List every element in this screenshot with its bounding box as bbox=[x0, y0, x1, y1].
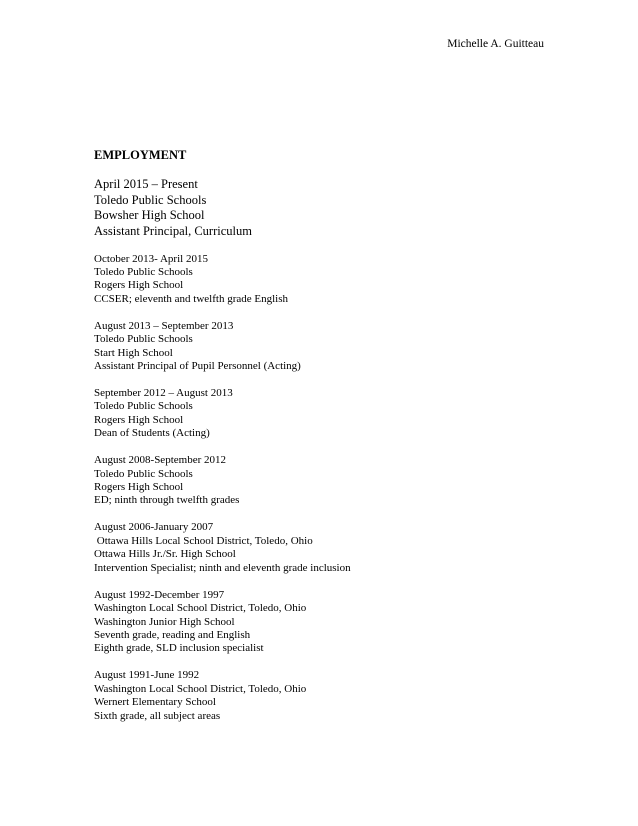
employment-entry bbox=[94, 589, 554, 656]
entry-dates: August 2006-January 2007 bbox=[94, 521, 214, 534]
employment-entry bbox=[94, 320, 554, 374]
entry-district: Toledo Public Schools bbox=[94, 266, 193, 278]
entry-dates: August 2013 – September 2013 bbox=[94, 319, 234, 332]
entry-district: Washington Local School District, Toledo, Ohio bbox=[94, 602, 307, 615]
entry-school: Ottawa Hills Jr./Sr. High School bbox=[94, 548, 236, 561]
entry-district: Toledo Public Schools bbox=[94, 192, 207, 207]
entry-school: Bowsher High School bbox=[94, 208, 205, 222]
entry-school: Rogers High School bbox=[94, 481, 184, 494]
entry-role: Seventh grade, reading and English bbox=[94, 628, 251, 641]
employment-entry bbox=[94, 177, 554, 239]
entry-role: Sixth grade, all subject areas bbox=[94, 709, 221, 722]
entry-dates: September 2012 – August 2013 bbox=[94, 387, 233, 400]
header-name: Michelle A. Guitteau bbox=[447, 38, 544, 50]
entry-role: CCSER; eleventh and twelfth grade English bbox=[94, 292, 288, 305]
entry-dates: April 2015 – Present bbox=[94, 177, 198, 191]
entry-role: Eighth grade, SLD inclusion specialist bbox=[94, 642, 264, 655]
entry-role: Assistant Principal of Pupil Personnel (Acting) bbox=[94, 360, 301, 373]
employment-entry bbox=[94, 521, 554, 575]
employment-entry bbox=[94, 454, 554, 508]
entry-role: Intervention Specialist; ninth and eleventh grade inclusion bbox=[94, 561, 351, 574]
entry-district: Ottawa Hills Local School District, Toledo, Ohio bbox=[94, 534, 313, 547]
entry-district: Washington Local School District, Toledo, Ohio bbox=[94, 682, 307, 695]
entry-district: Toledo Public Schools bbox=[94, 333, 193, 346]
entry-role: Dean of Students (Acting) bbox=[94, 427, 210, 440]
entry-district: Toledo Public Schools bbox=[94, 467, 193, 480]
entry-role: Assistant Principal, Curriculum bbox=[94, 223, 252, 238]
employment-entry bbox=[94, 387, 554, 441]
entry-dates: August 2008-September 2012 bbox=[94, 454, 226, 467]
entry-dates: August 1991-June 1992 bbox=[94, 669, 200, 682]
employment-section bbox=[94, 148, 554, 737]
entry-school: Start High School bbox=[94, 346, 173, 359]
employment-entry bbox=[94, 669, 554, 723]
entry-school: Washington Junior High School bbox=[94, 615, 235, 628]
entry-school: Wernert Elementary School bbox=[94, 696, 216, 709]
entry-school: Rogers High School bbox=[94, 413, 184, 426]
entry-dates: August 1992-December 1997 bbox=[94, 588, 225, 601]
entry-role: ED; ninth through twelfth grades bbox=[94, 494, 240, 507]
entry-district: Toledo Public Schools bbox=[94, 400, 193, 413]
section-heading: EMPLOYMENT bbox=[94, 148, 187, 162]
employment-entry bbox=[94, 253, 554, 307]
entry-dates: October 2013- April 2015 bbox=[94, 252, 208, 265]
entry-school: Rogers High School bbox=[94, 279, 184, 292]
